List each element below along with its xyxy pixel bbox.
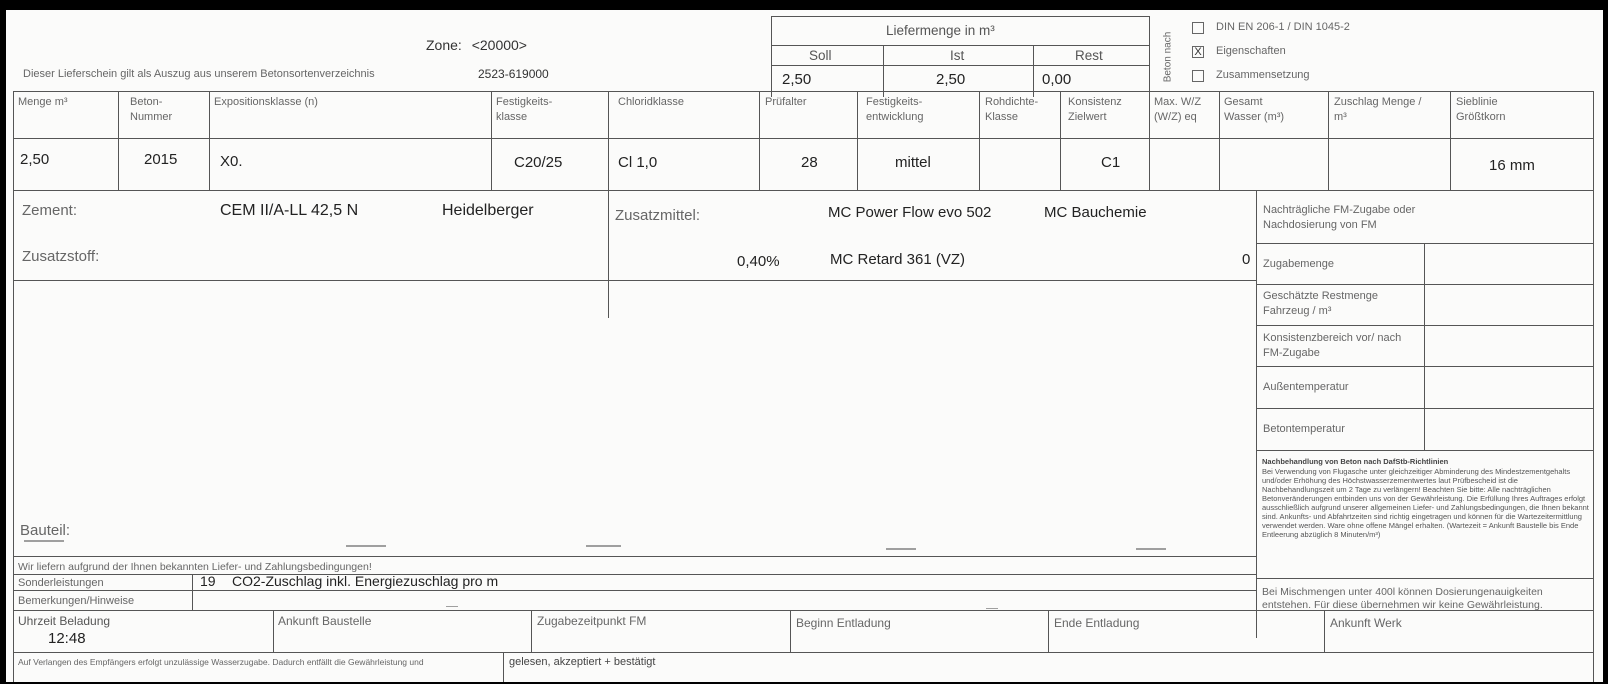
zusammensetzung-option-label: Zusammensetzung xyxy=(1216,69,1310,81)
zusatzmittel-2-value: MC Retard 361 (VZ) xyxy=(830,251,966,268)
fm-zugabe-title: Nachträgliche FM-Zugabe oder Nachdosierung von FM xyxy=(1263,204,1416,231)
din-checkbox[interactable] xyxy=(1192,22,1204,34)
zusatzstoff-label: Zusatzstoff: xyxy=(22,248,100,265)
nachbehandlung-title: Nachbehandlung von Beton nach DafStb-Richtlinien xyxy=(1262,457,1449,466)
sonderleistungen-text: CO2-Zuschlag inkl. Energiezuschlag pro m xyxy=(232,573,499,589)
col-festigkeit: Festigkeits-klasse xyxy=(496,96,553,123)
zement-supplier: Heidelberger xyxy=(442,202,534,219)
col-exposition: Expositionsklasse (n) xyxy=(214,96,318,108)
zusatzmittel-1-supplier: MC Bauchemie xyxy=(1044,204,1147,221)
col-konsistenz: Konsistenz Zielwert xyxy=(1068,96,1122,123)
konsistenzbereich-label: Konsistenzbereich vor/ nach FM-Zugabe xyxy=(1263,332,1402,359)
zement-value: CEM II/A-LL 42,5 N xyxy=(220,202,359,219)
soll-label: Soll xyxy=(809,48,832,63)
reference-number: 2523-619000 xyxy=(478,67,549,81)
col-pruefalter: Prüfalter xyxy=(765,96,807,108)
rest-label: Rest xyxy=(1075,48,1103,63)
betontemperatur-label: Betontemperatur xyxy=(1263,423,1345,435)
beton-nach-label: Beton nach xyxy=(1162,31,1174,83)
festigkeit-value: C20/25 xyxy=(514,154,563,171)
eigenschaften-checkbox[interactable]: X xyxy=(1192,46,1204,58)
gelesen-note: gelesen, akzeptiert + bestätigt xyxy=(509,656,656,668)
pruefalter-value: 28 xyxy=(801,154,818,171)
beladung-label: Uhrzeit Beladung xyxy=(18,614,111,628)
zugabemenge-label: Zugabemenge xyxy=(1263,258,1334,270)
din-option-label: DIN EN 206-1 / DIN 1045-2 xyxy=(1216,21,1350,33)
conditions-text: Wir liefern aufgrund der Ihnen bekannten Liefer- und Zahlungsbedingungen! xyxy=(18,561,372,573)
col-sieblinie: Sieblinie Größtkorn xyxy=(1456,96,1506,123)
col-entwicklung: Festigkeits-entwicklung xyxy=(866,96,924,123)
ende-entladung-label: Ende Entladung xyxy=(1054,616,1140,630)
ist-value: 2,50 xyxy=(936,71,966,88)
col-zuschlag: Zuschlag Menge / m³ xyxy=(1334,96,1422,123)
zugabe-fm-label: Zugabezeitpunkt FM xyxy=(537,614,647,628)
konsistenz-value: C1 xyxy=(1101,154,1121,171)
restmenge-label: Geschätzte Restmenge Fahrzeug / m³ xyxy=(1263,290,1378,317)
exposition-value: X0. xyxy=(220,153,243,170)
beginn-entladung-label: Beginn Entladung xyxy=(796,616,891,630)
delivery-note xyxy=(6,10,1603,682)
eigenschaften-option-label: Eigenschaften xyxy=(1216,45,1286,57)
menge-value: 2,50 xyxy=(20,151,50,168)
col-rohdichte: Rohdichte-Klasse xyxy=(985,96,1039,123)
aussentemperatur-label: Außentemperatur xyxy=(1263,381,1349,393)
sieblinie-value: 16 mm xyxy=(1489,157,1535,174)
col-chlorid: Chloridklasse xyxy=(618,96,685,108)
entwicklung-value: mittel xyxy=(895,154,931,171)
zusatzmittel-2-dosage: 0 xyxy=(1242,251,1251,268)
col-menge: Menge m³ xyxy=(18,96,68,108)
nachbehandlung-text: Bei Verwendung von Flugasche unter gleichzeitiger Abminderung des Mindestzementgehalts und/oder Erhöhung des Höchstwasserzementwertes laut Prüfbescheid ist die Nachbehandlungszeit um 2 Tage zu verlängern! Beachten Sie bitte: Alle nachträglichen Betonveränderungen entbinden uns von der Gewährleistung. Die Erfüllung Ihres Auftrages erfolgt ausschließlich aufgrund unserer allgemeinen Liefer- und Zahlungsbedingungen, die Ihnen bekannt sind. Ankunfts- und Abfahrtzeiten sind richtig eingetragen und können für die Wartezeitermittlung verwendet werden. Ware ohne offene Mängel erhalten. (Wartezeit = Ankunft Baustelle bis Ende Entleerung abzüglich 8 Minuten/m³) xyxy=(1262,467,1589,539)
rest-value: 0,00 xyxy=(1042,71,1072,88)
zusammensetzung-checkbox[interactable] xyxy=(1192,70,1204,82)
bauteil-label: Bauteil: xyxy=(20,522,71,539)
zone-value: <20000> xyxy=(471,37,527,53)
ankunft-baustelle-label: Ankunft Baustelle xyxy=(278,614,372,628)
beton-nummer-value: 2015 xyxy=(144,151,178,168)
zone-label: Zone: xyxy=(426,37,462,53)
ankunft-werk-label: Ankunft Werk xyxy=(1330,616,1402,630)
ist-label: Ist xyxy=(950,48,965,63)
bemerkungen-label: Bemerkungen/Hinweise xyxy=(18,595,135,607)
zone-line xyxy=(426,37,527,53)
zusatzmittel-2-percent: 0,40% xyxy=(737,253,780,270)
col-beton-nummer: Beton-Nummer xyxy=(130,96,173,123)
wasser-note: Auf Verlangen des Empfängers erfolgt unzulässige Wasserzugabe. Dadurch entfällt die Gewährleistung und xyxy=(18,657,424,667)
header-notice: Dieser Lieferschein gilt als Auszug aus unserem Betonsortenverzeichnis xyxy=(23,68,375,80)
sonderleistungen-label: Sonderleistungen xyxy=(18,577,104,589)
beladung-time: 12:48 xyxy=(48,630,86,647)
zusatzmittel-label: Zusatzmittel: xyxy=(615,207,701,224)
col-wz: Max. W/Z (W/Z) eq xyxy=(1154,96,1202,123)
chlorid-value: Cl 1,0 xyxy=(618,154,658,171)
zusatzmittel-1-value: MC Power Flow evo 502 xyxy=(828,204,992,221)
soll-value: 2,50 xyxy=(782,71,812,88)
col-wasser: Gesamt Wasser (m³) xyxy=(1224,96,1285,123)
liefermenge-title: Liefermenge in m³ xyxy=(886,23,995,38)
zement-label: Zement: xyxy=(22,202,78,219)
sonderleistungen-qty: 19 xyxy=(200,573,216,589)
mischmengen-note: Bei Mischmengen unter 400l können Dosierungenauigkeiten entstehen. Für diese übernehmen wir keine Gewährleistung. xyxy=(1262,586,1543,611)
